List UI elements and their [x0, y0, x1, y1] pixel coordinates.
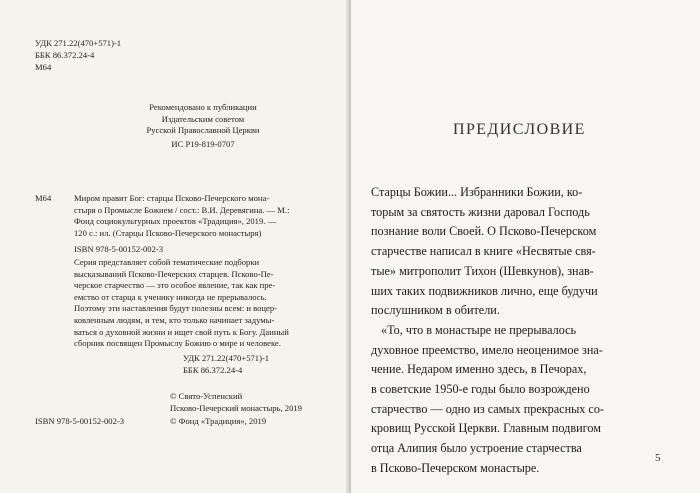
copyright-monastery-1: © Свято-Успенский — [170, 391, 243, 401]
recommend-line-3: Русской Православной Церкви — [146, 125, 260, 136]
author-mark-top: М64 — [35, 62, 52, 72]
preface-body — [371, 183, 663, 479]
annotation-line-1: Серия представляет собой тематические подборки — [74, 257, 260, 267]
body-line-13: кровищ Русской Церкви. Главным подвигом — [371, 421, 601, 436]
udk-top: УДК 271.22(470+571)-1 — [35, 38, 122, 48]
annotation-line-8: сборник посвящен Промыслу Божию о мире и человеке. — [74, 338, 281, 349]
annotation-line-5: Поэтому эти наставления будут полезны всем: и воцер- — [74, 303, 278, 314]
body-line-11: в советские 1950-е годы было возрождено — [371, 382, 590, 397]
copyright-fund: © Фонд «Традиция», 2019 — [170, 416, 267, 426]
recommend-line-2: Издательским советом — [161, 113, 245, 124]
catalog-line-3: Фонд социокультурных проектов «Традиция», 2019. — — [74, 216, 277, 227]
catalog-line-4: 120 с.: ил. (Старцы Псково-Печерского монастыря) — [74, 227, 262, 238]
bbk-bottom: ББК 86.372.24-4 — [183, 365, 243, 375]
isbn-bottom: ISBN 978-5-00152-002-3 — [35, 416, 125, 426]
left-page — [0, 0, 349, 493]
body-line-6: ших таких подвижников лично, еще будучи — [371, 283, 598, 298]
body-line-9: духовное преемство, имело неоценимое зна- — [371, 342, 603, 357]
body-line-14: отца Алипия было устроение старчества — [371, 441, 582, 456]
body-line-7: послушником в обители. — [371, 303, 500, 318]
catalog-entry — [74, 193, 322, 239]
preface-title: ПРЕДИСЛОВИЕ — [453, 121, 586, 138]
annotation-line-3: черское старчество — это особое явление, так как пре- — [74, 280, 276, 291]
annotation-line-7: ваться о духовной жизни и ищет свой путь к Богу. Данный — [74, 326, 289, 337]
annotation-line-6: ковленным людям, и тем, кто только начинает задумы- — [74, 314, 275, 325]
body-line-2: торым за святость жизни даровал Господь — [371, 204, 590, 219]
bbk-top: ББК 86.372.24-4 — [35, 50, 95, 60]
udk-bottom: УДК 271.22(470+571)-1 — [183, 353, 270, 363]
annotation-line-4: емство от старца к ученику никогда не прерывалось. — [74, 291, 267, 302]
body-line-10: чение. Недаром именно здесь, в Печорах, — [371, 362, 587, 377]
is-code: ИС Р19-819-0707 — [171, 138, 235, 149]
body-line-15: в Псково-Печерском монастыре. — [371, 460, 540, 475]
body-line-5: тые» митрополит Тихон (Шевкунов), знав- — [371, 263, 594, 278]
recommendation-block — [118, 102, 288, 150]
recommend-line-1: Рекомендовано к публикации — [149, 102, 257, 112]
annotation — [74, 257, 322, 350]
catalog-line-1: Миром правит Бог: старцы Псково-Печерского мона- — [74, 193, 270, 203]
copyright-monastery-2: Псково-Печерский монастырь, 2019 — [170, 403, 302, 413]
body-line-1: Старцы Божии... Избранники Божии, ко- — [371, 185, 583, 199]
isbn-inline: ISBN 978-5-00152-002-3 — [74, 244, 164, 254]
body-line-12: старчество — одно из самых прекрасных со- — [371, 401, 604, 416]
catalog-line-2: стыря о Промысле Божием / сост.: В.И. Деревягина. — М.: — [74, 204, 290, 215]
catalog-mark: М64 — [35, 193, 52, 203]
body-line-3: познание воли Своей. О Псково-Печерском — [371, 224, 597, 239]
right-page — [351, 0, 700, 493]
page-number: 5 — [655, 452, 661, 464]
annotation-line-2: высказываний Псково-Печерских старцев. Псково-Пе- — [74, 268, 274, 279]
body-line-8: «То, что в монастыре не прерывалось — [381, 322, 577, 337]
body-line-4: старчестве написал в книге «Несвятые свя- — [371, 244, 596, 259]
